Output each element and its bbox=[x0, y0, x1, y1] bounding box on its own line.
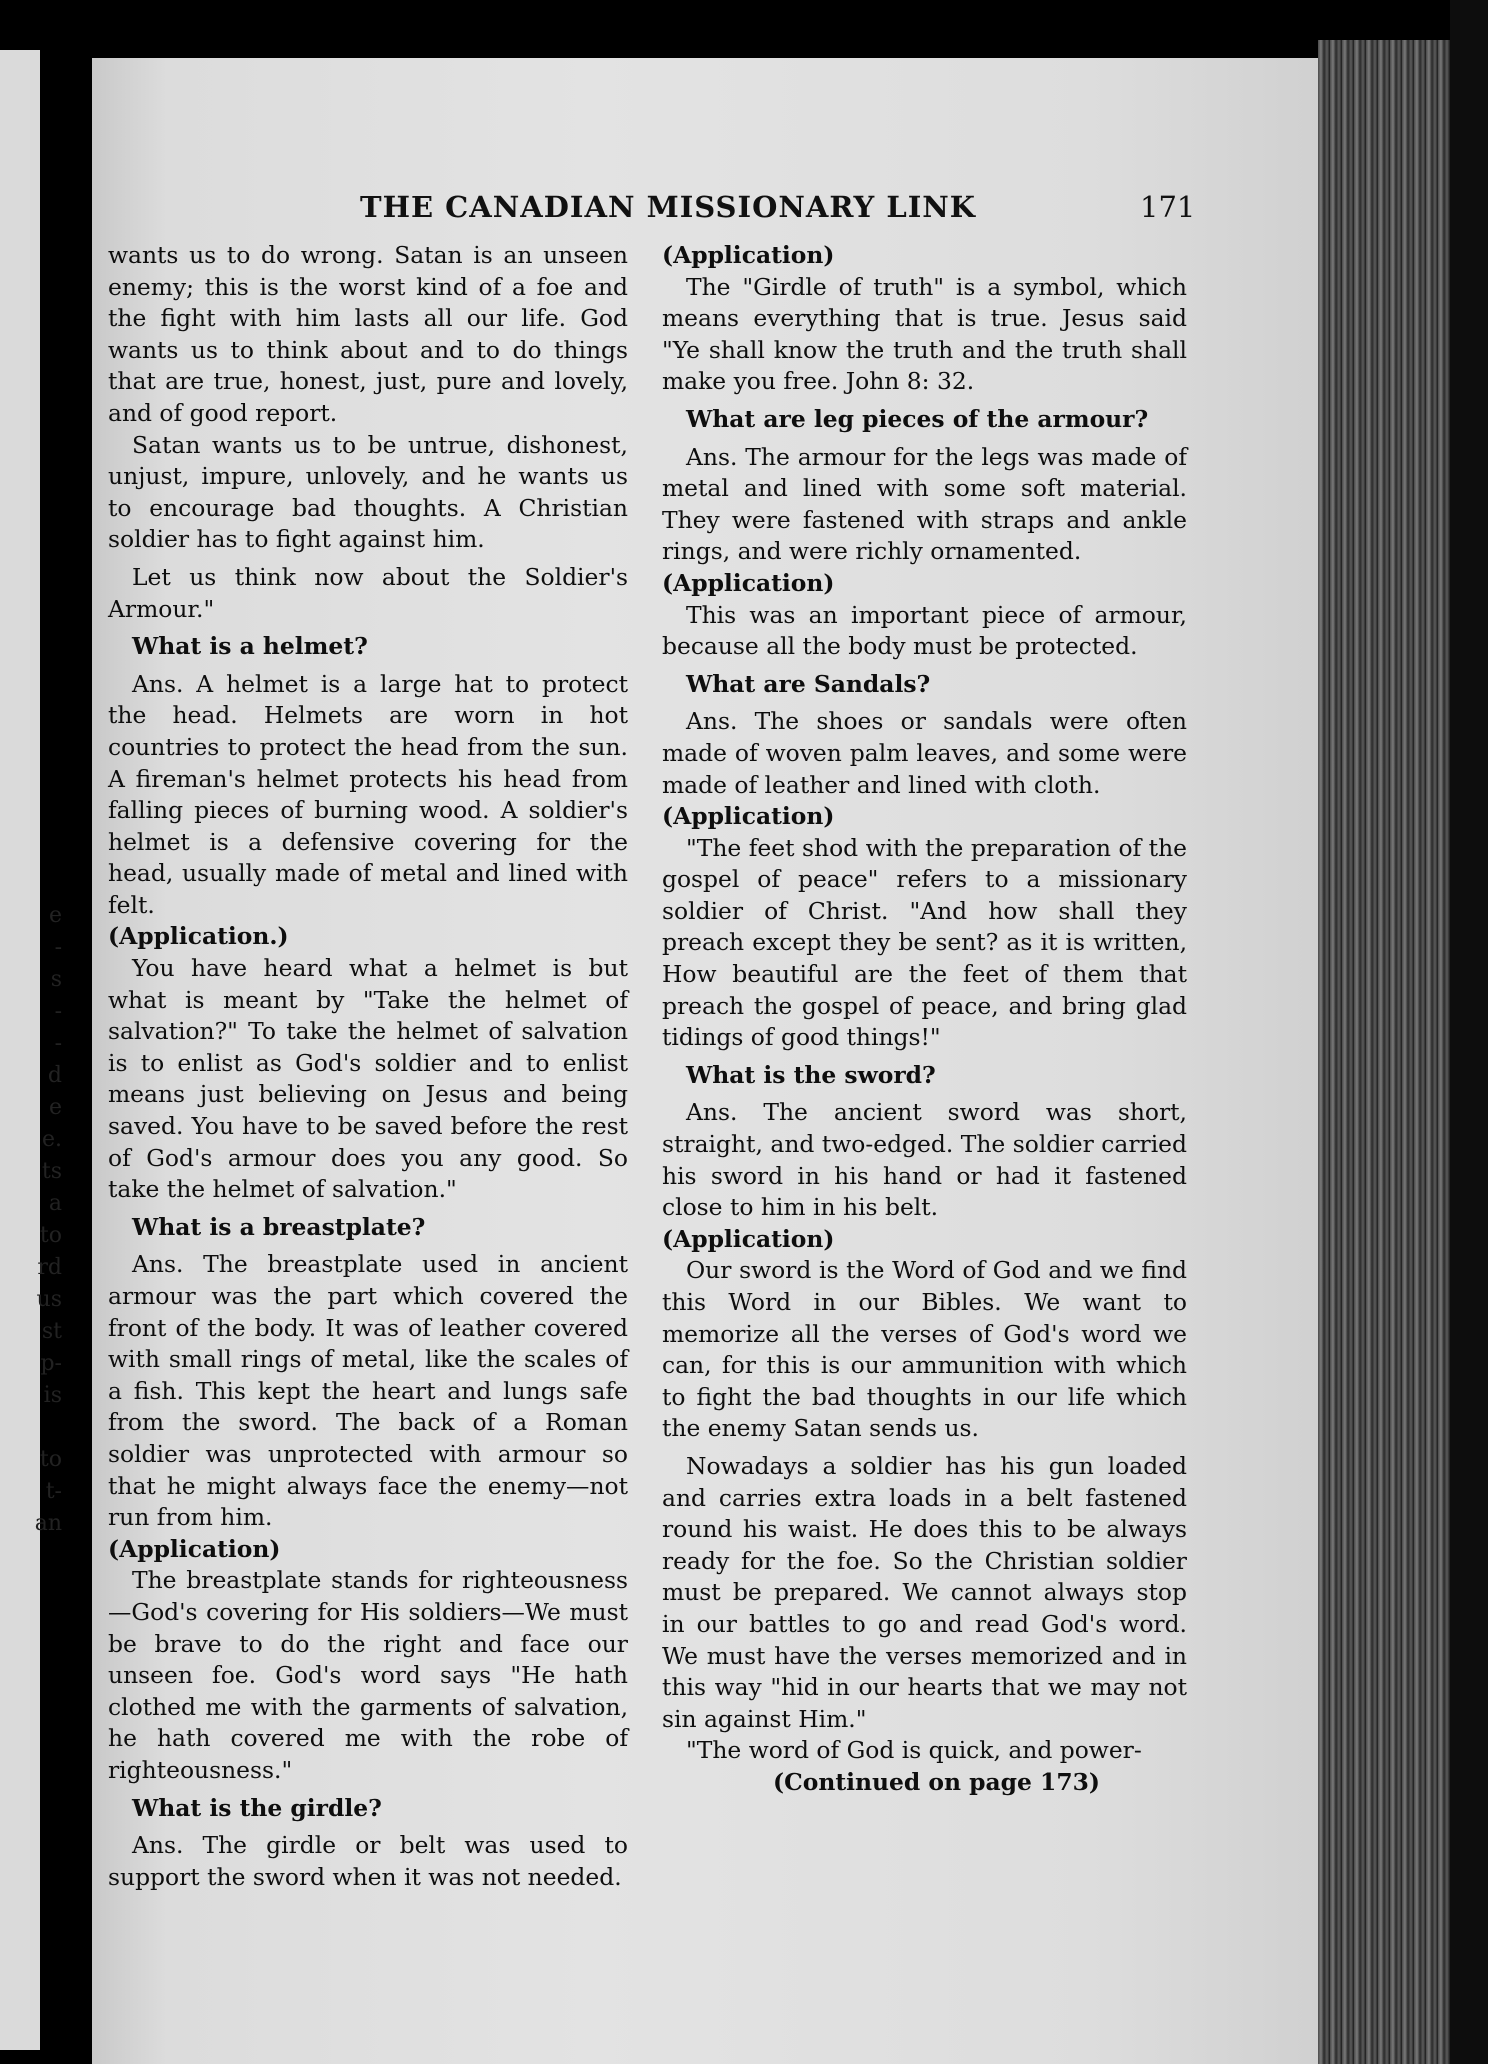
question-paragraph: What are leg pieces of the armour? bbox=[686, 404, 1149, 433]
edge-fragment: e. bbox=[41, 1127, 62, 1152]
application-heading: (Application) bbox=[108, 1534, 281, 1563]
edge-fragment: st bbox=[41, 1319, 62, 1344]
body-paragraph: Ans. The breastplate used in ancient armour was the part which covered the front of the body. It was of leather covered with small rings of metal, like the scales of a fish. This kept the heart and lungs safe from the sword. The back of a Roman soldier was unprotected with armour so that he might always face the enemy—not run from him. bbox=[108, 1250, 628, 1532]
edge-fragment: - bbox=[54, 999, 62, 1024]
facing-page-fragments bbox=[0, 900, 70, 1540]
right-column bbox=[662, 240, 1187, 1799]
body-paragraph: You have heard what a helmet is but what is meant by "Take the helmet of salvation?" To take the helmet of salvation is to enlist as God's soldier and to enlist means just believing on Jesus and being saved. You have to be saved before the rest of God's armour does you any good. So take the helmet of salvation." bbox=[108, 954, 628, 1204]
body-paragraph: Ans. The armour for the legs was made of metal and lined with some soft material. They were fastened with straps and ankle rings, and were richly ornamented. bbox=[662, 442, 1187, 566]
body-paragraph: Ans. The girdle or belt was used to support the sword when it was not needed. bbox=[108, 1831, 628, 1891]
body-paragraph: Nowadays a soldier has his gun loaded and carries extra loads in a belt fastened round his waist. He does this to be always ready for the foe. So the Christian soldier must be prepared. We cannot always stop in our battles to go and read God's word. We must have the verses memorized and in this way "hid in our hearts that we may not sin against Him." bbox=[662, 1451, 1187, 1733]
application-heading: (Application) bbox=[662, 802, 835, 831]
edge-fragment: d bbox=[47, 1063, 62, 1088]
edge-fragment: is bbox=[43, 1383, 62, 1408]
edge-fragment: p- bbox=[40, 1351, 62, 1376]
edge-fragment: to bbox=[39, 1223, 62, 1248]
body-paragraph: Satan wants us to be untrue, dishonest, unjust, impure, unlovely, and he wants us to encourage bad thoughts. A Christian soldier has to fight against him. bbox=[108, 430, 628, 554]
edge-fragment: rd bbox=[37, 1255, 62, 1280]
left-column bbox=[108, 240, 628, 1893]
body-paragraph: "The word of God is quick, and power- bbox=[686, 1736, 1142, 1765]
body-paragraph: The "Girdle of truth" is a symbol, which means everything that is true. Jesus said "Ye shall know the truth and the truth shall make you free. John 8: 32. bbox=[662, 272, 1187, 396]
edge-fragment: t- bbox=[45, 1479, 62, 1504]
question-paragraph: What are Sandals? bbox=[686, 669, 931, 698]
body-paragraph: wants us to do wrong. Satan is an unseen enemy; this is the worst kind of a foe and the fight with him lasts all our life. God wants us to think about and to do things that are true, honest, just, pure and lovely, and of good report. bbox=[108, 241, 628, 427]
edge-fragment bbox=[0, 1412, 70, 1444]
body-paragraph: Let us think now about the Soldier's Armour." bbox=[108, 562, 628, 623]
question-paragraph: What is a breastplate? bbox=[132, 1212, 426, 1241]
edge-fragment: to bbox=[39, 1447, 62, 1472]
question-paragraph: What is a helmet? bbox=[132, 632, 368, 661]
continued-note: (Continued on page 173) bbox=[773, 1767, 1100, 1796]
body-paragraph: Ans. A helmet is a large hat to protect the head. Helmets are worn in hot countries to protect the head from the sun. A fireman's helmet protects his head from falling pieces of burning wood. A soldier's helmet is a defensive covering for the head, usually made of metal and lined with felt. bbox=[108, 669, 628, 919]
running-title: THE CANADIAN MISSIONARY LINK bbox=[360, 190, 977, 224]
edge-fragment: us bbox=[36, 1287, 62, 1312]
question-paragraph: What is the girdle? bbox=[132, 1793, 382, 1822]
edge-fragment: s bbox=[50, 967, 62, 992]
page-number: 171 bbox=[1140, 190, 1196, 224]
edge-fragment: ts bbox=[41, 1159, 62, 1184]
body-paragraph: Ans. The ancient sword was short, straight, and two-edged. The soldier carried his sword in his hand or had it fastened close to him in his belt. bbox=[662, 1098, 1187, 1222]
body-paragraph: Ans. The shoes or sandals were often made of woven palm leaves, and some were made of leather and lined with cloth. bbox=[662, 707, 1187, 799]
edge-fragment: a bbox=[48, 1191, 62, 1216]
book-spine-shadow bbox=[1450, 0, 1488, 2064]
edge-fragment: - bbox=[54, 1031, 62, 1056]
edge-fragment: e bbox=[48, 903, 62, 928]
application-heading: (Application.) bbox=[108, 922, 289, 951]
body-paragraph: Our sword is the Word of God and we find this Word in our Bibles. We want to memorize all the verses of God's word we can, for this is our ammunition with which to fight the bad thoughts in our life which the enemy Satan sends us. bbox=[662, 1256, 1187, 1443]
body-paragraph: The breastplate stands for righteousness—God's covering for His soldiers—We must be brave to do the right and face our unseen foe. God's word says "He hath clothed me with the garments of salvation, he hath covered me with the robe of righteousness." bbox=[108, 1566, 628, 1784]
question-paragraph: What is the sword? bbox=[686, 1060, 936, 1089]
edge-fragment: - bbox=[54, 935, 62, 960]
body-paragraph: "The feet shod with the preparation of the gospel of peace" refers to a missionary soldier of Christ. "And how shall they preach except they be sent? as it is written, How beautiful are the feet of them that preach the gospel of peace, and bring glad tidings of good things!" bbox=[662, 833, 1187, 1052]
application-heading: (Application) bbox=[662, 568, 835, 597]
body-paragraph: This was an important piece of armour, because all the body must be protected. bbox=[662, 600, 1187, 661]
edge-fragment: e bbox=[48, 1095, 62, 1120]
edge-fragment: an bbox=[34, 1511, 62, 1536]
application-heading: (Application) bbox=[662, 241, 835, 269]
application-heading: (Application) bbox=[662, 1224, 835, 1253]
